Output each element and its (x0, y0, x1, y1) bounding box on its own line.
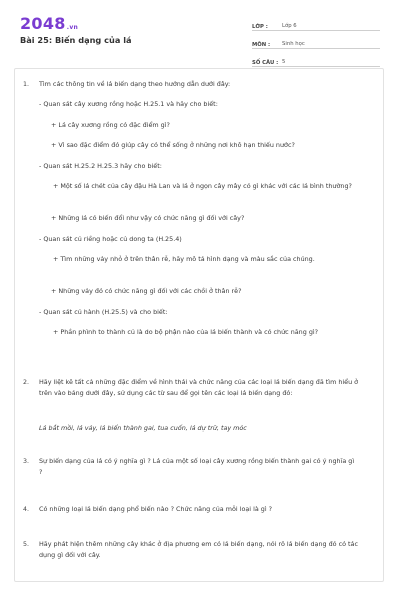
meta-value: 5 (282, 59, 286, 65)
meta-label: SỐ CÂU : (252, 60, 279, 66)
question-number: 3. (23, 458, 30, 465)
sub-question: + Vì sao đặc điểm đó giúp cây có thể sống ở những nơi khô hạn thiếu nước? (51, 141, 295, 149)
sub-question: + Lá cây xương rồng có đặc điểm gì? (51, 121, 170, 129)
logo-domain: .vn (66, 24, 79, 31)
meta-info (252, 16, 380, 70)
question-text: Hãy liệt kê tất cả những đặc điểm về hình thái và chức năng của các loại lá biến dạng đã tìm hiểu ở trên vào bảng dưới đây, sử dụng các từ sau để gọi tên các loại lá biến dạng đó: (39, 378, 359, 397)
question-number: 2. (23, 379, 30, 386)
worksheet-header (0, 0, 400, 66)
site-logo[interactable] (20, 14, 78, 33)
question-text: Sự biến dạng của lá có ý nghĩa gì ? Lá của một số loại cây xương rồng biến thành gai có ý nghĩa gì ? (39, 457, 355, 476)
questions-box (14, 68, 384, 582)
sub-question: + Phần phình to thành củ là do bộ phận nào của lá biến thành và có chức năng gì? (53, 328, 319, 336)
question-text: Tìm các thông tin về lá biến dạng theo hướng dẫn dưới đây: (39, 80, 231, 88)
meta-row-subject (252, 34, 380, 49)
meta-row-class (252, 16, 380, 31)
meta-value: Lớp 6 (282, 23, 297, 29)
question-text: Có những loại lá biến dạng phổ biến nào ? Chức năng của mỗi loại là gì ? (39, 505, 273, 513)
instruction-line: - Quan sát H.25.2 H.25.3 hãy cho biết: (39, 162, 162, 170)
meta-value: Sinh học (282, 41, 305, 47)
question-number: 1. (23, 81, 30, 88)
logo-text: 2048 (20, 14, 66, 33)
meta-label: MÔN : (252, 42, 271, 48)
meta-row-question-count (252, 52, 380, 67)
question-text: Hãy phát hiện thêm những cây khác ở địa phương em có lá biến dạng, nói rõ lá biến dạng đó có tác dụng gì đối với cây. (39, 540, 358, 559)
sub-question: + Tìm những vảy nhỏ ở trên thân rễ, hãy mô tả hình dạng và màu sắc của chúng. (53, 255, 315, 263)
instruction-line: - Quan sát cây xương rồng hoặc H.25.1 và hãy cho biết: (39, 100, 218, 108)
sub-question: + Một số lá chét của cây đậu Hà Lan và lá ở ngọn cây mây có gì khác với các lá bình thường? (53, 182, 352, 190)
term-list: Lá bắt mồi, lá vảy, lá biến thành gai, tua cuốn, lá dự trữ, tay móc (39, 424, 247, 432)
meta-label: LỚP : (252, 24, 268, 30)
sub-question: + Những vảy đó có chức năng gì đối với các chồi ở thân rễ? (51, 287, 242, 295)
question-number: 5. (23, 541, 30, 548)
instruction-line: - Quan sát củ hành (H.25.5) và cho biết: (39, 308, 168, 316)
instruction-line: - Quan sát củ riềng hoặc củ dong ta (H.25.4) (39, 235, 182, 243)
lesson-title: Bài 25: Biến dạng của lá (20, 35, 132, 45)
question-number: 4. (23, 506, 30, 513)
sub-question: + Những lá có biến đổi như vậy có chức năng gì đối với cây? (51, 214, 245, 222)
